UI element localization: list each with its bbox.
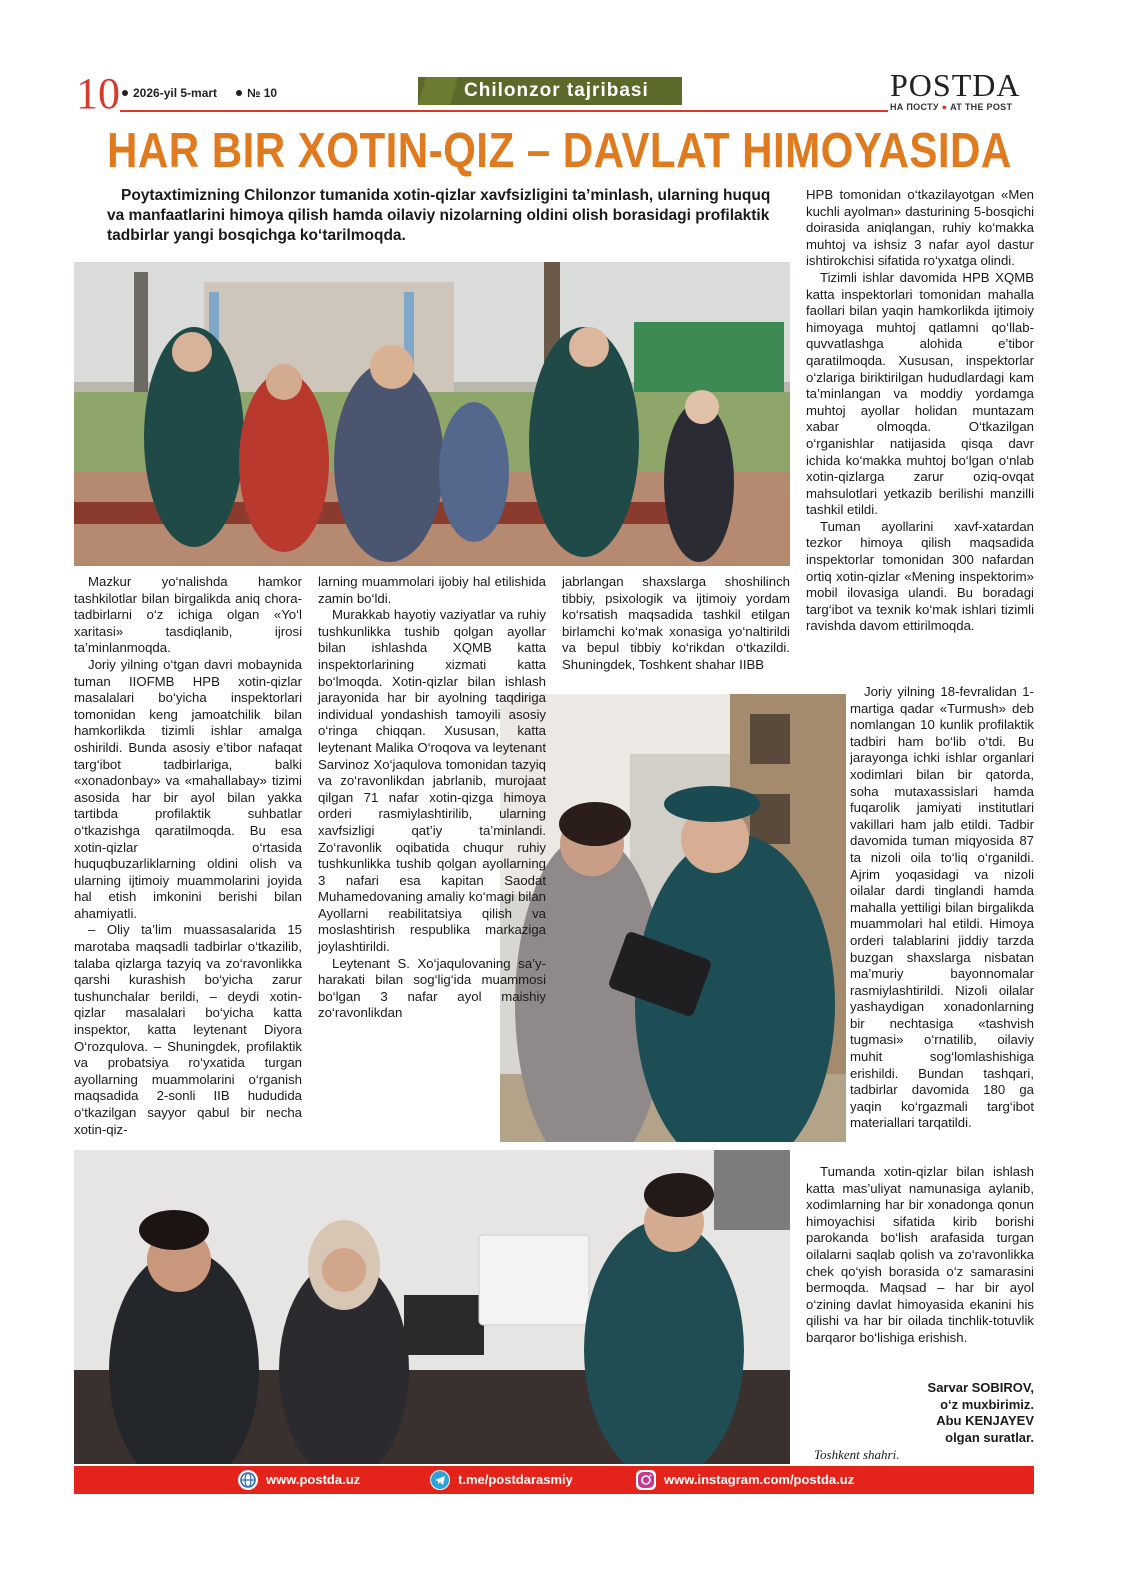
- paragraph: Tizimli ishlar davomida HPB XQMB katta inspektorlari tomonidan mahalla faollari bilan yaqin hamkorlikda ijtimoiy himoyaga muhtoj qatlamni qo‘llab-quvvatlashga alohida e’tibor qaratilmoqda. Xususan, inspektorlar o‘zlariga biriktirilgan hududlardagi kam ta’minlangan va moddiy yordamga muhtoj ayollar holidan muntazam xabar olmoqda. O‘tkazilgan o‘rganishlar natijasida qisqa davr ichida ko‘makka muhtoj bo‘lgan o‘nlab xotin-qizlarga zarur oziq-ovqat mahsulotlari yetkazib berilishi manzilli tashkil etildi.: [806, 269, 1034, 518]
- headline: HAR BIR XOTIN-QIZ – DAVLAT HIMOYASIDA: [107, 124, 1012, 178]
- footer-website-link[interactable]: www.postda.uz: [238, 1470, 360, 1490]
- paragraph: Leytenant S. Xo‘jaqulovaning sa’y-harakati bilan sog‘lig‘ida muammosi bo‘lgan 3 nafar ayol maishiy zo‘ravonlikdan: [318, 955, 546, 1021]
- paragraph: Mazkur yo‘nalishda hamkor tashkilotlar bilan birgalikda aniq chora-tadbirlarni o‘z ichiga olgan «Yo‘l xaritasi» tasdiqlanib, ijrosi ta’minlanmoqda.: [74, 574, 302, 656]
- byline: [806, 1380, 1034, 1446]
- page-number: 10: [76, 69, 120, 118]
- paragraph: larning muammolari ijobiy hal etilishida zamin bo‘ldi.: [318, 574, 546, 606]
- footer-instagram-link[interactable]: www.instagram.com/postda.uz: [636, 1470, 854, 1490]
- paragraph: Tuman ayollarini xavf-xatardan tezkor himoya qilish maqsadida inspektorlar tomonidan 300 nafardan ortiq xotin-qizlar «Mening inspektorim» mobil ilovasiga ulandi. Bu boradagi targ‘ibot va texnik ko‘mak ishlari tizimli ravishda davom ettirilmoqda.: [806, 518, 1034, 634]
- instagram-icon: [636, 1470, 656, 1490]
- photographer-name: Abu KENJAYEV: [936, 1413, 1034, 1428]
- text-column-4: [806, 187, 1034, 635]
- text-column-1: [74, 574, 302, 1138]
- bullet-icon: [236, 90, 242, 96]
- paragraph: Murakkab hayotiy vaziyatlar va ruhiy tushkunlikka tushib qolgan ayollar bilan ishlashda XQMB katta inspektorlarining xizmati katta bo‘lmoqda. Xotin-qizlar bilan ishlash jarayonida har bir ayolning taqdiriga individual yondashish tamoyili asosiy o‘ringa chiqqan. Xususan, katta leytenant Malika O‘roqova va leytenant Sarvinoz Xo‘jaqulova tomonidan tazyiq va zo‘ravonlikdan jabrlanib, murojaat qilgan 71 nafar xotin-qizga himoya orderi rasmiylashtirilib, ularning xavfsizligi qat’iy ta’minlandi. Zo‘ravonlik oqibatida chuqur ruhiy tushkunlikka tushib qolgan ayollarning 3 nafari esa kapitan Saodat Muhamedovaning amaliy ko‘magi bilan Ayollarni reabilitatsiya qilish va moslashtirish respublika markaziga joylashtirildi.: [318, 607, 546, 955]
- bullet-icon: [122, 90, 128, 96]
- author-name: Sarvar SOBIROV,: [927, 1380, 1034, 1395]
- globe-icon: [238, 1470, 258, 1490]
- paragraph: jabrlangan shaxslarga shoshilinch tibbiy, psixologik va ijtimoiy yordam ko‘rsatish maqsadida tashkil etilgan birlamchi ko‘mak xonasiga yo‘naltirildi va bepul tibbiy ko‘rikdan o‘tkazildi. Shuningdek, Toshkent shahar IIBB: [562, 574, 790, 672]
- paragraph: HPB tomonidan o‘tkazilayotgan «Men kuchli ayolman» dasturining 5-bosqichi doirasida aniqlangan, ruhiy ko‘makka muhtoj va ishsiz 3 nafar ayol dastur ishtirokchisi sifatida ro‘yxatga olindi.: [806, 187, 1034, 269]
- paragraph: Tumanda xotin-qizlar bilan ishlash katta mas’uliyat namunasiga aylanib, xodimlarning har bir xonadonga qonun himoyachisi sifatida kirib borishi parokanda bo‘lish arafasida turgan oilalarni saqlab qolish va zo‘ravonlikka chek qo‘yish borasida o‘z samarasini bermoqda. Maqsad – har bir ayol o‘zining davlat himoyasida ekanini his qilishi va har bir oilada tinchlik-totuvlik barqaror bo‘lishiga erishish.: [806, 1164, 1034, 1345]
- photographer-role: olgan suratlar.: [945, 1429, 1034, 1445]
- dateline-city: Toshkent shahri.: [814, 1447, 900, 1462]
- paragraph: Joriy yilning o‘tgan davri mobaynida tuman IIOFMB HPB xotin-qizlar masalalari bo‘yicha inspektorlari tomonidan keng jamoatchilik bilan hamkorlikda tizimli ishlar amalga oshirildi. Bunda asosiy e’tibor nafaqat targ‘ibot tadbirlariga, balki «xonadonbay» va «mahallabay» tizimi asosida har bir ayol bilan yakka tartibda profilaktik suhbatlar o‘tkazishga qaratilmoqda. Bu esa xotin-qizlar o‘rtasida huquqbuzarliklarning oldini olish va ularning ijtimoiy muammolarini joyida hal etish imkonini berishi bilan ahamiyatli.: [74, 656, 302, 921]
- section-rubric: Chilonzor tajribasi: [418, 77, 682, 105]
- issue-date: 2026-yil 5-mart: [122, 86, 217, 100]
- text-column-3: [562, 574, 790, 674]
- paragraph: Joriy yilning 18-fevralidan 1-martiga qadar «Turmush» deb nomlangan 10 kunlik profilaktik tadbiri ham bo‘lib o‘tdi. Bu jarayonga ichki ishlar organlari xodimlari bilan bir qatorda, soha mutaxassislari hamda fuqarolik jamiyati institutlari vakillari ham jalb etildi. Tadbir davomida tuman miqyosida 87 ta nizoli oila to‘liq o‘rganildi. Ajrim yoqasidagi va nizoli oilalar dardi tinglandi hamda mahalla yettiligi bilan birgalikda muammolari hal etildi. Himoya orderi talablarini jiddiy tarzda buzgan shaxslarga nisbatan ma’muriy bayonnomalar rasmiylashtirildi. Nizoli oilalar yashaydigan xonadonlarning bir nechtasiga «tashvish tugmasi» o‘rnatilib, oilaviy muhit sog‘lomlashishiga erishildi. Bundan tashqari, tadbirlar davomida 180 ga yaqin ko‘rgazmali targ‘ibot materiallari tarqatildi.: [850, 684, 1034, 1131]
- author-role: o‘z muxbirimiz.: [940, 1396, 1034, 1412]
- newspaper-logo: POSTDA: [890, 67, 1021, 103]
- footer-bar: [74, 1466, 1034, 1494]
- lead-paragraph: Poytaxtimizning Chilonzor tumanida xotin-qizlar xavfsizligini ta’minlash, ularning huquq va manfaatlarini himoya qilish hamda oilaviy nizolarning oldini olish borasidagi profilaktik tadbirlar yangi bosqichga ko‘tarilmoqda.: [107, 187, 771, 244]
- rubric-stripe-icon: [418, 77, 460, 105]
- text-column-2: [318, 574, 546, 1022]
- footer-telegram-link[interactable]: t.me/postdarasmiy: [430, 1470, 573, 1490]
- telegram-icon: [430, 1470, 450, 1490]
- issue-number: № 10: [236, 86, 277, 100]
- text-column-4-end: [806, 1164, 1034, 1347]
- photo-park-bench: [74, 262, 790, 566]
- header-rule: [120, 110, 888, 112]
- photo-inspector-with-tablet: [500, 694, 846, 1142]
- text-column-4-wrap: [850, 684, 1034, 1132]
- newspaper-logo-subtitle: НА ПОСТУ ● AT THE POST: [890, 102, 1013, 112]
- paragraph: – Oliy ta’lim muassasalarida 15 marotaba maqsadli tadbirlar o‘tkazilib, talaba qizlarga tazyiq va zo‘ravonlikka qarshi kurashish bo‘yicha zarur tushunchalar berildi, – deydi xotin-qizlar masalalari bo‘yicha katta inspektor, katta leytenant Diyora O‘rozqulova. – Shuningdek, profilaktik va probatsiya ro‘yxatida turgan ayollarning muammolarini o‘rganish maqsadida 2-sonli IIB hududida o‘tkazilgan sayyor qabul bir necha xotin-qiz-: [74, 922, 302, 1137]
- photo-office-consultation: [74, 1150, 790, 1464]
